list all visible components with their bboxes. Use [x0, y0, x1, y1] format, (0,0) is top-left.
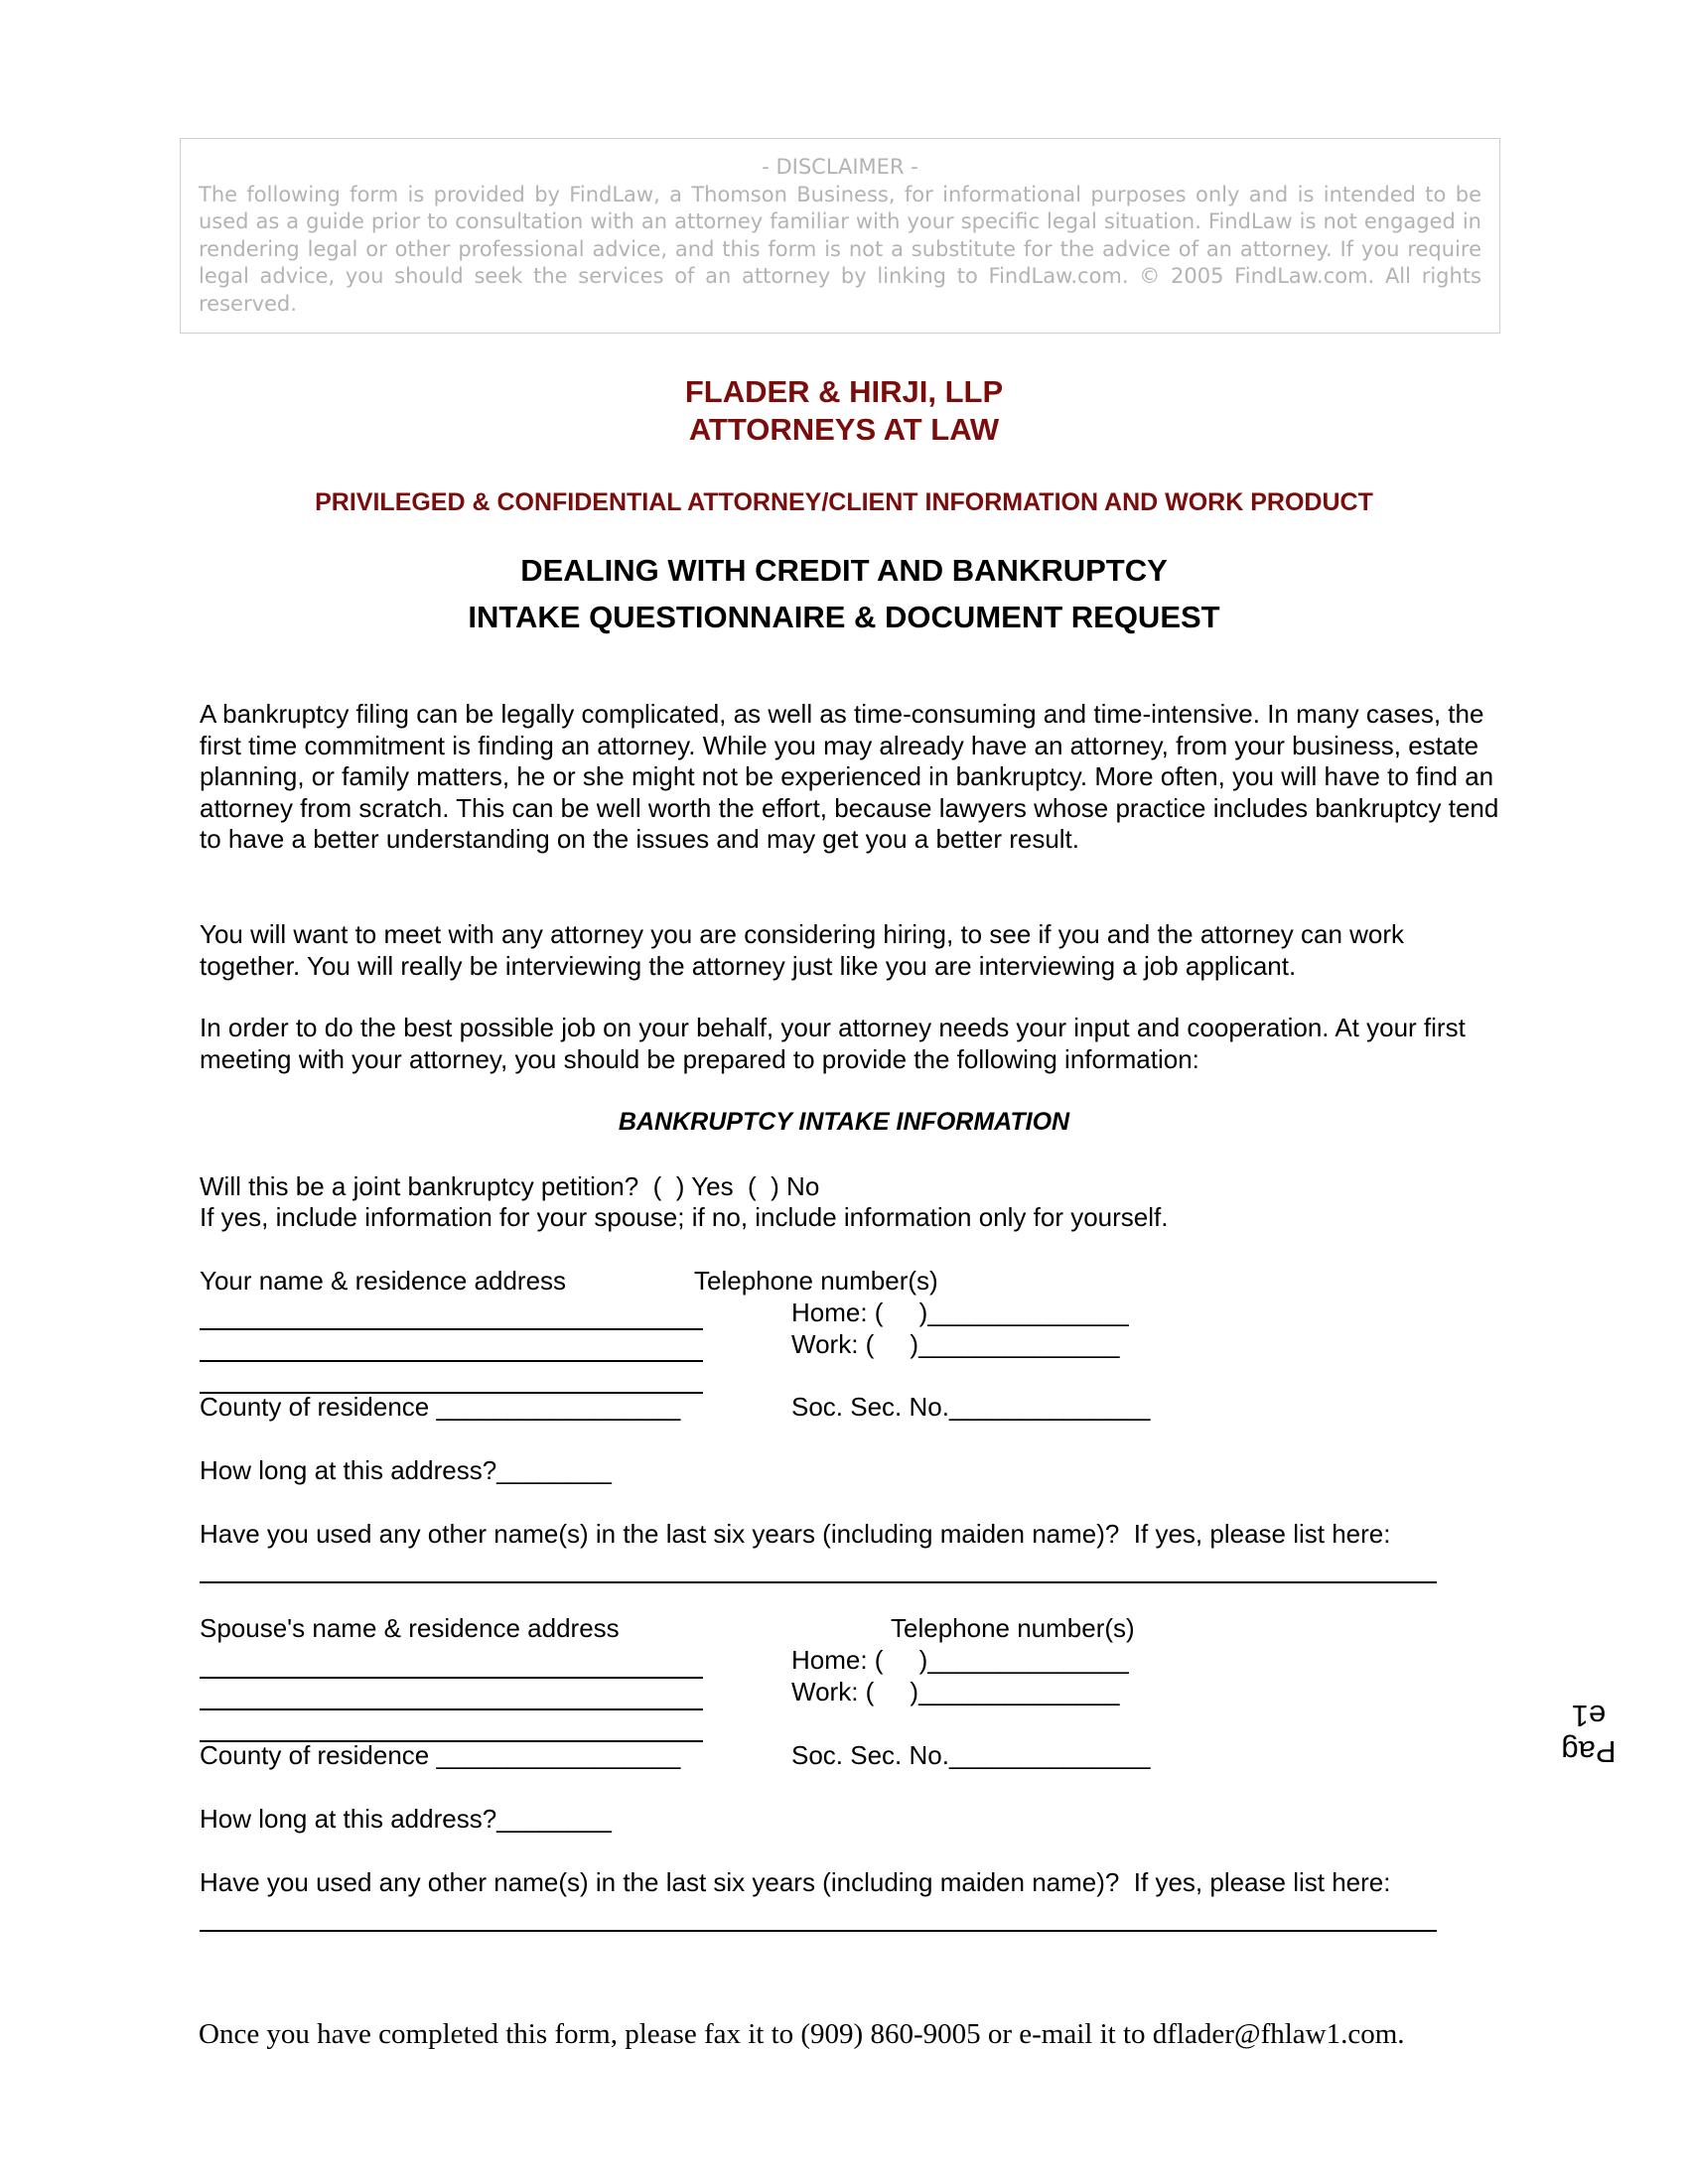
applicant-address-line-2[interactable] [200, 1360, 703, 1362]
spouse-work-phone-field[interactable]: Work: ( )______________ [791, 1677, 1120, 1706]
joint-petition-question: Will this be a joint bankruptcy petition? ( ) Yes ( ) No [200, 1171, 820, 1201]
disclaimer-box [180, 138, 1500, 334]
spouse-name-label: Spouse's name & residence address [200, 1613, 620, 1643]
footer-instructions: Once you have completed this form, please fax it to (909) 860-9005 or e-mail it to dflader@fhlaw1.com. [199, 2018, 1405, 2050]
spouse-home-phone-field[interactable]: Home: ( )______________ [791, 1645, 1129, 1675]
applicant-address-line-1[interactable] [200, 1328, 703, 1330]
applicant-ssn-field[interactable]: Soc. Sec. No.______________ [791, 1392, 1151, 1422]
applicant-how-long-field[interactable]: How long at this address?________ [200, 1455, 612, 1485]
spouse-phone-label: Telephone number(s) [891, 1613, 1135, 1643]
disclaimer-text: The following form is provided by FindLaw, a Thomson Business, for informational purposes only and is intended to be used as a guide prior to consultation with an attorney familiar with your specific legal situation. FindLaw is not engaged in rendering legal or other professional advice, and this form is not a substitute for the advice of an attorney. If you require legal advice, you should seek the services of an attorney by linking to FindLaw.com. © 2005 FindLaw.com. All rights reserved. [199, 182, 1481, 316]
applicant-other-names-line[interactable] [200, 1581, 1437, 1583]
joint-petition-note: If yes, include information for your spouse; if no, include information only for yourself. [200, 1202, 1169, 1232]
document-title-line2: INTAKE QUESTIONNAIRE & DOCUMENT REQUEST [468, 600, 1220, 634]
disclaimer-title: - DISCLAIMER - [762, 155, 918, 179]
privileged-notice: PRIVILEGED & CONFIDENTIAL ATTORNEY/CLIENT INFORMATION AND WORK PRODUCT [315, 488, 1373, 516]
page-number-line2: e1 [1571, 1699, 1607, 1733]
spouse-ssn-field[interactable]: Soc. Sec. No.______________ [791, 1740, 1151, 1770]
page-number-line1: Pag [1561, 1734, 1617, 1769]
intro-paragraph-2: You will want to meet with any attorney you are considering hiring, to see if you and the attorney can work together. You will really be interviewing the attorney just like you are interviewing a job applicant. [200, 919, 1405, 981]
intro-paragraph-1: A bankruptcy filing can be legally complicated, as well as time-consuming and time-intensive. In many cases, the first time commitment is finding an attorney. While you may already have an attorney, from your business, estate planning, or family matters, he or she might not be experienced in bankruptcy. More often, you will have to find an attorney from scratch. This can be well worth the effort, because lawyers whose practice includes bankruptcy tend to have a better understanding on the issues and may get you a better result. [200, 699, 1499, 855]
spouse-county-field[interactable]: County of residence _________________ [200, 1740, 681, 1770]
firm-subtitle: ATTORNEYS AT LAW [688, 412, 1000, 447]
applicant-home-phone-field[interactable]: Home: ( )______________ [791, 1297, 1129, 1327]
applicant-county-field[interactable]: County of residence _________________ [200, 1392, 681, 1422]
intro-paragraph-3: In order to do the best possible job on your behalf, your attorney needs your input and cooperation. At your first meeting with your attorney, you should be prepared to provide the following information: [200, 1013, 1466, 1074]
spouse-address-line-1[interactable] [200, 1677, 703, 1679]
spouse-other-names-label: Have you used any other name(s) in the last six years (including maiden name)? If yes, please list here: [200, 1867, 1391, 1897]
firm-name: FLADER & HIRJI, LLP [684, 374, 1004, 409]
document-title-line1: DEALING WITH CREDIT AND BANKRUPTCY [520, 553, 1168, 588]
spouse-address-line-2[interactable] [200, 1708, 703, 1710]
applicant-other-names-label: Have you used any other name(s) in the last six years (including maiden name)? If yes, please list here: [200, 1519, 1391, 1549]
page-number [1554, 1698, 1623, 1769]
applicant-name-label: Your name & residence address [200, 1266, 567, 1296]
applicant-work-phone-field[interactable]: Work: ( )______________ [791, 1329, 1120, 1359]
spouse-other-names-line[interactable] [200, 1930, 1437, 1932]
applicant-phone-label: Telephone number(s) [694, 1266, 938, 1296]
spouse-how-long-field[interactable]: How long at this address?________ [200, 1804, 612, 1834]
section-heading: BANKRUPTCY INTAKE INFORMATION [618, 1108, 1070, 1136]
